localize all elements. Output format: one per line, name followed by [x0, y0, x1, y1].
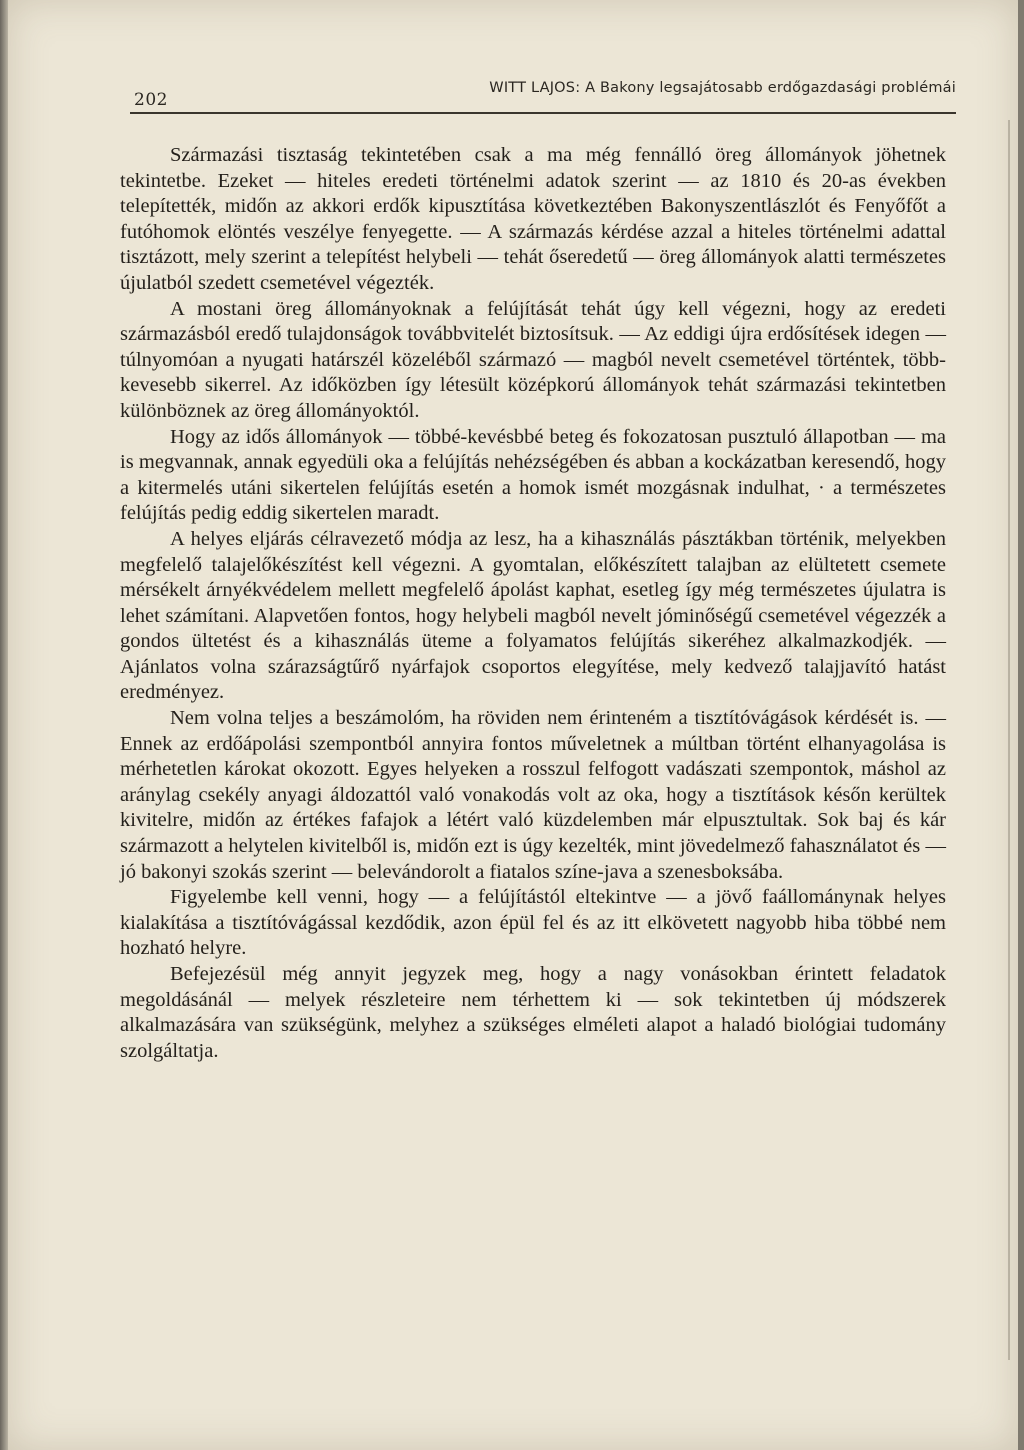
scan-left-edge — [0, 0, 8, 1450]
paragraph-7: Befejezésül még annyit jegyzek meg, hogy a nagy vonásokban érintett feladatok megoldásánál — melyek részleteire nem térhettem ki — sok tekintetben új módszerek alkalmazására van szükségünk, melyhez a szükséges elméleti alapot a haladó biológiai tudomány szolgáltatja. — [120, 963, 946, 1062]
paragraph-6: Figyelembe kell venni, hogy — a felújítástól eltekintve — a jövő faállománynak helyes kialakítása a tisztítóvágással kezdődik, azon épül fel és az itt elkövetett nagyobb hiba többé nem hozható helyre. — [120, 886, 946, 960]
paragraph-4: A helyes eljárás célravezető módja az lesz, ha a kihasználás pásztákban történik, melyekben megfelelő talajelőkészítést kell végezni. A gyomtalan, előkészített talajban az elültetett csemete mérsékelt árnyékvédelem mellett megfelelő ápolást kaphat, esetleg így még természetes újulatra is lehet számítani. Alapvetően fontos, hogy helybeli magból nevelt jóminőségű csemetével végezzék a gondos ültetést és a kihasználás üteme a folyamatos felújítás sikeréhez alkalmazkodjék. — Ajánlatos volna szárazságtűrő nyárfajok csoportos elegyítése, mely kedvező talajjavító hatást eredményez. — [120, 527, 946, 704]
header-rule — [130, 112, 956, 114]
paragraph-5: Nem volna teljes a beszámolóm, ha röviden nem érinteném a tisztítóvágások kérdését is. — Ennek az erdőápolási szempontból annyira fontos műveletnek a múltban történt elhanyagolása is mérhetetlen károkat okozott. Egyes helyeken a rosszul felfogott vadászati szempontok, máshol az aránylag csekély anyagi áldozattól való vonakodás volt az oka, hogy a tisztítások későn kerültek kivitelre, midőn az értékes fafajok a létért való küzdelemben már elpusztultak. Sok baj és kár származott a helytelen kivitelből is, midőn ezt is úgy kezelték, mint jövedelmező fahasználatot és — jó bakonyi szokás szerint — belevándorolt a fiatalos színe-java a szenesboksába. — [120, 707, 946, 883]
page-number: 202 — [134, 90, 168, 110]
article-body — [120, 143, 946, 1064]
paragraph-3: Hogy az idős állományok — többé-kevésbbé beteg és fokozatosan pusztuló állapotban — ma is megvannak, annak egyedüli oka a felújítás nehézségében és abban a kockázatban keresendő, hogy a kitermelés utáni sikertelen felújítás esetén a homok ismét mozgásnak indulhat, · a természetes felújítás pedig eddig sikertelen maradt. — [120, 425, 946, 525]
running-title: WITT LAJOS: A Bakony legsajátosabb erdőgazdasági problémái — [489, 80, 956, 96]
paragraph-2: A mostani öreg állományoknak a felújítását tehát úgy kell végezni, hogy az eredeti származásból eredő tulajdonságok továbbvitelét biztosítsuk. — Az eddigi újra erdősítések idegen — túlnyomóan a nyugati határszél közeléből származó — magból nevelt csemetével történtek, több-kevesebb sikerrel. Az időközben így létesült középkorú állományok tehát származási tekintetben különböznek az öreg állományoktól. — [120, 297, 946, 422]
page-header — [130, 76, 956, 116]
binding-shadow — [1008, 120, 1010, 1360]
paragraph-1: Származási tisztaság tekintetében csak a ma még fennálló öreg állományok jöhetnek tekintetbe. Ezeket — hiteles eredeti történelmi adatok szerint — az 1810 és 20-as években telepítették, midőn az akkori erdők kipusztítása következtében Bakonyszentlászlót és Fenyőfőt a futóhomok elöntés veszélye fenyegette. — A származás kérdése azzal a hiteles történelmi adattal tisztázott, mely szerint a telepítést helybeli — tehát őseredetű — öreg állományok alatti természetes újulatból szedett csemetével végezték. — [120, 144, 946, 294]
